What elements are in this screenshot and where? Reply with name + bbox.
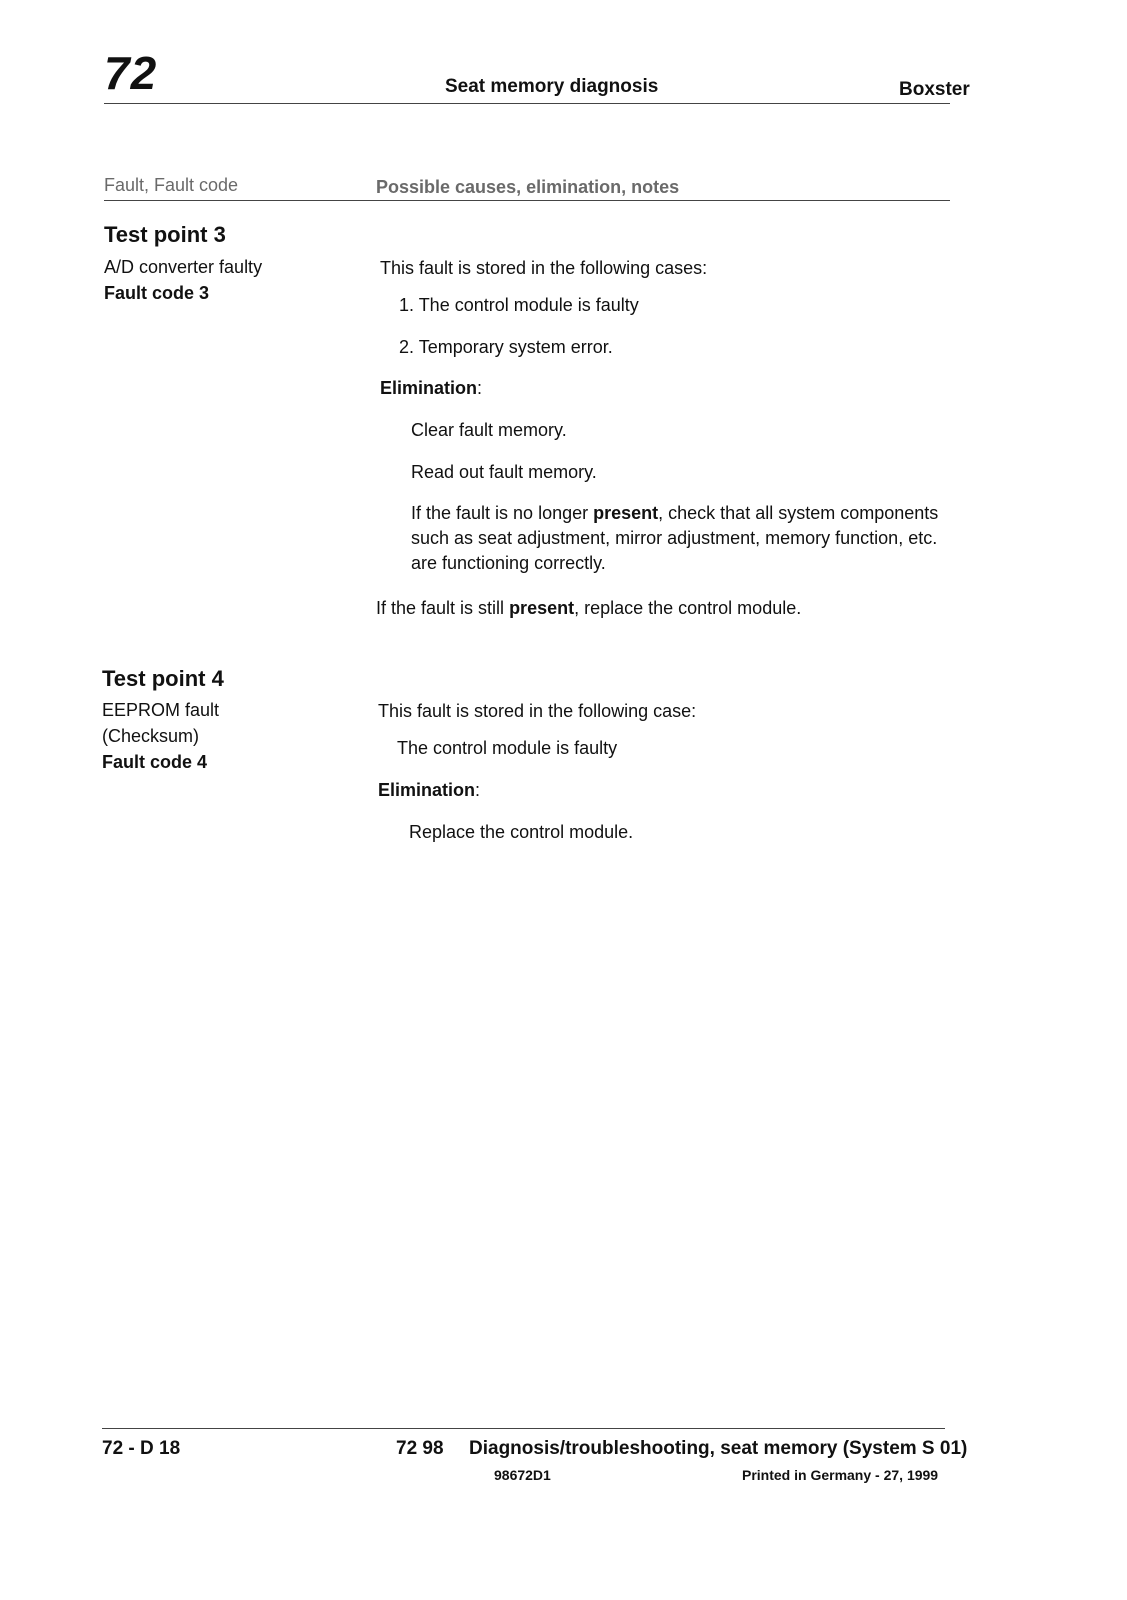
section-title: Diagnosis/troubleshooting, seat memory (System S 01) — [469, 1438, 968, 1459]
page-number: 72 - D 18 — [102, 1438, 181, 1459]
column-heading-rule — [104, 200, 950, 201]
test-point-4-description-2: (Checksum) — [102, 726, 200, 746]
tp4-elimination-word: Elimination — [378, 780, 476, 800]
test-point-3-title: Test point 3 — [104, 222, 226, 247]
footer-rule — [102, 1428, 945, 1429]
tp4-elimination-colon: : — [475, 780, 481, 800]
page-title: Seat memory diagnosis — [445, 76, 659, 97]
tp3-intro: This fault is stored in the following cases: — [380, 258, 708, 278]
section-number: 72 98 — [396, 1438, 444, 1459]
test-point-4-title: Test point 4 — [102, 666, 224, 691]
tp3-note — [411, 501, 956, 576]
tp4-step: Replace the control module. — [409, 822, 634, 842]
header-rule — [104, 103, 950, 104]
tp3-note-pre: If the fault is no longer — [411, 503, 594, 523]
tp4-intro: This fault is stored in the following case: — [378, 701, 697, 721]
column-heading-fault: Fault, Fault code — [104, 175, 239, 195]
chapter-number: 72 — [104, 47, 158, 99]
tp3-elimination-label — [380, 376, 482, 401]
tp3-step-1: Clear fault memory. — [411, 420, 567, 440]
test-point-4-fault-code: Fault code 4 — [102, 752, 208, 772]
tp3-note-post: , check that all system components such as seat adjustment, mirror adjustment, memory function, etc. are functioning correctly. — [411, 503, 939, 573]
tp4-elimination-label — [378, 778, 480, 803]
test-point-3-description: A/D converter faulty — [104, 257, 263, 277]
model-name: Boxster — [899, 79, 970, 100]
tp3-case-2: 2. Temporary system error. — [399, 337, 613, 357]
tp3-final — [376, 596, 801, 621]
tp3-final-post: , replace the control module. — [574, 598, 802, 618]
tp3-elimination-word: Elimination — [380, 378, 478, 398]
tp4-case: The control module is faulty — [397, 738, 618, 758]
tp3-final-pre: If the fault is still — [376, 598, 510, 618]
tp3-elimination-colon: : — [477, 378, 483, 398]
tp3-case-1: 1. The control module is faulty — [399, 295, 639, 315]
document-number: 98672D1 — [494, 1467, 551, 1483]
print-info: Printed in Germany - 27, 1999 — [742, 1467, 939, 1483]
tp3-final-bold: present — [509, 598, 575, 618]
tp3-step-2: Read out fault memory. — [411, 462, 597, 482]
tp3-note-bold: present — [593, 503, 659, 523]
test-point-4-description-1: EEPROM fault — [102, 700, 220, 720]
column-heading-causes: Possible causes, elimination, notes — [376, 177, 680, 197]
test-point-3-fault-code: Fault code 3 — [104, 283, 210, 303]
